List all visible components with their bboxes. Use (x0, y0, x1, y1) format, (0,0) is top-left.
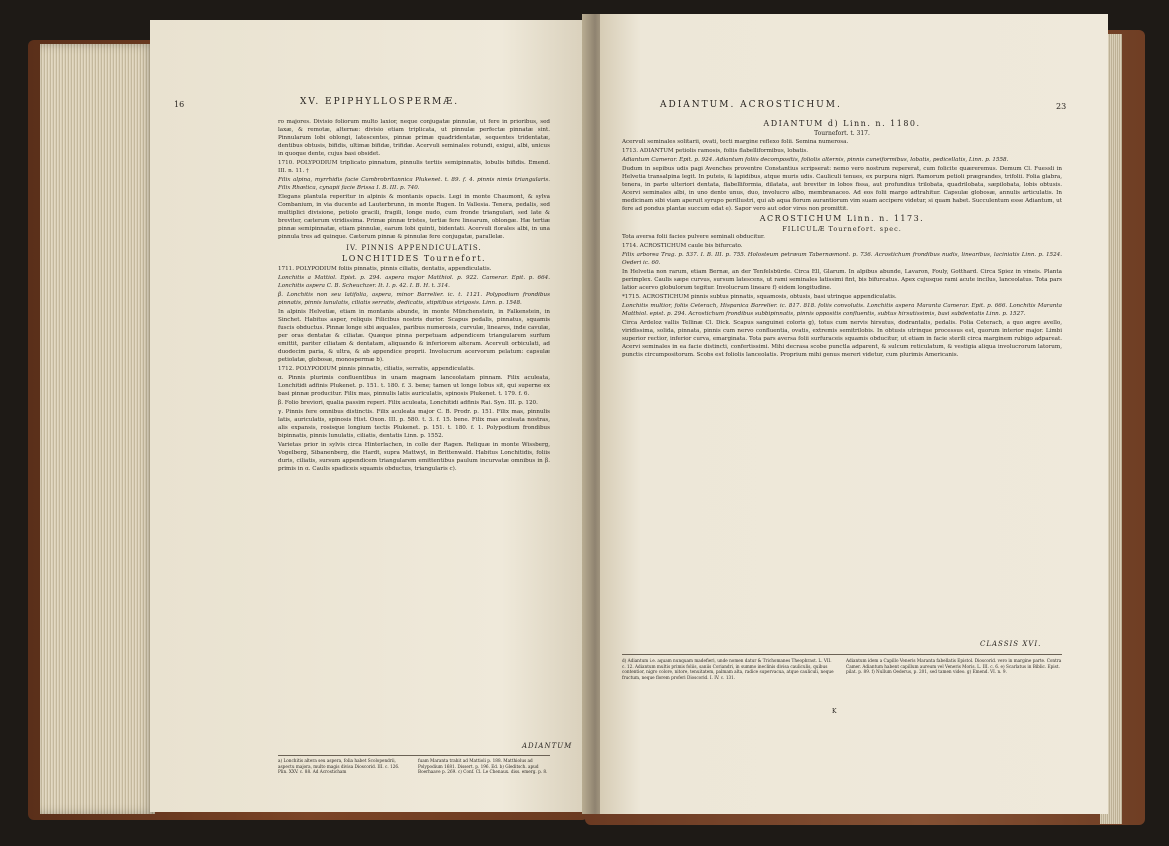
left-page (150, 20, 590, 812)
section-heading: IV. PINNIS APPENDICULATIS. (346, 244, 482, 252)
variety-gamma-1712: γ. Pinnis fere omnibus distinctis. Filix aculeata major C. B. Prodr. p. 151. Filix mas, pinnulis latis, auriculatis, spinosis Hist. Oxon. III. p. 580. t. 3. f. 15. bene. Filix mas aculeata nostras, alis expansis, rosisque longium tectis Plukenet. p. 151. t. 180. f. 1. Polypodium frondibus bipinnatis, pinnis lunulatis, ciliatis, dentatis Linn. p. 1552. (278, 409, 550, 439)
synonyms-1711: Lonchitis a Mattiol. Epist. p. 294. aspera major Matthiol. p. 922. Camerar. Epit. p. 664. Lonchitis aspera C. B. Scheuchzer. It. I. p. 42. I. B. H. t. 314. (278, 275, 550, 289)
entry-1711: 1711. POLYPODIUM foliis pinnatis, pinnis ciliatis, dentatis, appendiculatis. (278, 266, 492, 272)
description-1710: Elegans plantula reperitur in alpinis & montanis opacis. Legi in monte Chaumont, & sylva Combanium, in via ducente ad Lauterbrunn, in monte Rugen. In Vallesia. Tenera, pedalis, sed multiplici divisione, petiolo gracili, fragili, longe nudo, cum fronde triangulari, sed late & breviter, cæterum viridissima. Primæ pinnæ tristes, tertiæ fere linearum, oblongæ. Hæ tertiæ pinnæ semipinnatæ, etiam pinnulæ, earum lobi quinti, bidentati. Acervuli florales albi, in una pinnula tres ad quinque. Cæterum pinnæ & pinnulæ fere conjugatæ, parallelæ. (278, 194, 550, 240)
catchword: ADIANTUM (522, 742, 573, 750)
description-1712: Varietas prior in sylvis circa Hinterlachen, in colle der Ragen. Reliquæ in monte Wissberg, Vogelberg, Sibanenberg, die Hardt, supra Mattwyl, in Brittenwald. Habitus Lonchitidis, foliis duris, ciliatis, sursum appendicem triangularem emittentibus paulum incurvatæ omnibus in β. primis in α. Caulis spadiceis squamis obductus, triangularis c). (278, 442, 550, 472)
right-running-header: ADIANTUM. ACROSTICHUM. (660, 100, 842, 110)
footnote-rule (278, 755, 550, 756)
signature-mark: K (832, 708, 837, 715)
footnote-a: a) Lonchitis altera seu aspera, folia habet Scolopendrii, aspectu majora, multo magis divisa Dioscorid. III. c. 126. Plin. XXV. c. 88. Ad Acrosticham (278, 758, 400, 775)
footnote-b-c: fuam Maranta trahit ad Mattioli p. 188. Matthiolus ad Polypodium 1681. Dissert. p. 196. Ed. b) Gleditsch. apud Boerhaave p. 269. c) Conf. Cl. Le Chenaux. diss. emerg. p. 8. (418, 758, 548, 775)
entry-1710: 1710. POLYPODIUM triplicato pinnatum, pinnulis tertiis semipinnatis, lobulis bifidis. Emend. III. n. 11. † (278, 160, 550, 174)
description-1714: In Helvetia non rarum, etiam Bernæ, an der Tenfelsbürde. Circa Ell, Glarum. In alpibus abunde, Lavaron, Fouly, Gotthard. Circa Spiez in vineis. Planta perimplex. Caulis sæpe curvus, sursum latescens, ut rami seminales latissimi fint, bis bifurcatus. Apex cujusque rami acute incilus, lanceolatus. Tota pars latior acervo globulorum tegitur. Involucrum lineare f) eidem longitudine. (622, 269, 1062, 291)
variety-beta-1712: β. Folio breviori, qualia passim reperi. Filix aculeata, Lonchitidi adfinis Rai. Syn. III. p. 120. (278, 400, 538, 406)
description-1711: In alpinis Helvetiæ, etiam in montanis abunde, in monte Münchenstein, in Falkenstein, in Sinchet. Habitus asper, reliquis Filicibus nostris durior. Scapus pedalis, pinnatus, squamis fuscis obductus. Pinnæ longe sibi æquales, paribus numerosis, curvulæ, lineares, inde cavulæ, per oras dentatæ & ciliatæ. Quæque pinna perpetuam adpendicem triangularem surfum emittit, pariter ciliatam & dentatam, aliquando & inferiorem alteram. Acervuli orbiculati, ad duodecim paria, & ultra, & ab appendice proprii. Involucrum acervorum pelatum: capsulæ petiolatæ, globosæ, monospermæ b). (278, 309, 550, 363)
page-edges-left (40, 44, 155, 814)
genus-subheading: FILICULÆ Tournefort. spec. (782, 225, 902, 233)
synonyms-1713: Adiantum Camerar. Epit. p. 924. Adiantum foliis decompositis, foliolis alternis, pinnis cuneiformibus, lobatis, pedicellatis, Linn. p. 1558. (622, 157, 1009, 163)
right-page-number: 23 (1056, 102, 1067, 111)
footnote-d: d) Adiantum i.e. aquam nunquam madefieri, unde nomen datur & Trichomanes Theophrast. L. VII. c. 12. Adiantum multis primis foliis, saniis Coriandri, in summo ineclinis divisa cauliculis, quibus contentior, nigro colore, nitore, tenuitatem, palmam alta, radice supervacua, atque cauliculi, neque fructum, neque florem proferi Dioscorid. I. IV. c. 131. (622, 658, 834, 680)
catchword-right: CLASSIS XVI. (980, 640, 1042, 648)
variety-alpha-1712: α. Pinnis plurimis confluentibus in unam magnam lanceolatam pinnam. Filix aculeata, Lonchitidi adfinis Plukenet. p. 151. t. 180. f. 3. bene; tamen ut longe lobus sit, qui superne ex basi pinnæ producitur. Filix mas, pinnulis latis auriculatis, spinosis Plukenet. t. 179. f. 6. (278, 375, 550, 397)
synonyms-1714: Filix arborea Trag. p. 537. I. B. III. p. 755. Holosteum petræum Tabernæmont. p. 736. Acrostichum frondibus nudis, linearibus, laciniatis Linn. p. 1524. Oederi ic. 60. (622, 252, 1062, 266)
entry-1715: *1715. ACROSTICHUM pinnis subtus pinnatis, squamosis, obtusis, basi utrinque appendiculatis. (622, 294, 897, 300)
footnote-e-g: Adiantum idem a Capillo Veneris Maranta fabellatis Epistol. Dioscorid. vero in margine parte. Contra Camer. Adiantum habent capillum aureum vel Veneris Moris. L. III. c. 6. e) Scarlatus in Biblic. Epist. pilat. p. 89. f) Nullum Oederus, p. 201, sed tamen video. g) Emend. VI. n. 9. (846, 658, 1062, 675)
description-1715: Circa Ardeloz vallis Tellinæ Cl. Dick. Scapus sanguinei coloris g), totus cum nervis hirsutus, dodrantalis, pedalis. Folia Ceterach, a quo ægre avello, viridissima, solida, pinnata, pinnis cum nervo confluentia, ovatis, extremis semitrilobis. In obtusis utrinque processus est, quorum interior major. Limbi superior rectior, inferior curva, emarginata. Tota pars aversa folii surfuraceis squamis obducitur, ut etiam in facie sterili circa marginem rubigo adpareat. Acervi seminales in ea facie distincti, confertissimi. Mihi decrasa scobe punctla adparent, & sulcum reticulatum, & vestigia aliqua involucrorum latorum, punctis circumpositorum. Scobs est foliolis lanceolatis. Proprium mihi genus mereri videtur, cum plurimis Americanis. (622, 320, 1062, 358)
genus-heading: LONCHITIDES Tournefort. (341, 254, 487, 263)
paragraph: ro majores. Divisio foliorum multo laxior, neque conjugatæ pinnulæ, ut fere in prioribus, sed laxæ, & remotæ, alternæ: divisio etiam triplicata, ut pinnulæ perfectæ pinnatæ sint. Pinnularum lobi oblongi, latescentes, pinnæ primæ quadridentatæ, sequentes tridentatæ, dentibus obtusis, bifidis, ultimæ bifidæ, trifidæ. Acervuli seminales rotundi, exigui, albi, unicus in quoque dente, cujus basi obsidet. (278, 119, 550, 157)
left-page-number: 16 (174, 100, 185, 109)
left-running-header: XV. EPIPHYLLOSPERMÆ. (300, 97, 460, 107)
entry-1712: 1712. POLYPODIUM pinnis pinnatis, ciliatis, serratis, appendiculatis. (278, 366, 475, 372)
description-1713: Dudum in sepibus udis pagi Avenches proventre Constantius scripserat: nemo vero nostrum repererat, cum folicite quæreremus. Demum Cl. Fuessli in Helvetia transalpina legit. In puteis, & lapidibus, atque muris udis. Cauliculi tenues, ex purpura nigri. Ramorum petioli prægrandes, trifolii. Folia glabra, tenera, in parte ulteriori dentata, flabelliformia, dilatata, aut breviter in lobos fissa, aut profundius trilobata, quadrilobata, sæpilobata, lobis obtusis. Acervi seminales albi, in uno dente unus, duo, involucro albo, membranaceo. Ad eos folii margo adtrahitur. Capsulæ globosæ, annulis articulatis. In medicinam sibi viam aperuit syrupo perillustri, qui ab aqua florum aurantiorum vim suam accipere videtur, si quam habet. Succulentum esse Adiantum, ut fere ad pondus plantæ succum edat e). Sapor vero aut odor vires non promittit. (622, 166, 1062, 212)
genus-heading-acrostichum: ACROSTICHUM Linn. n. 1173. (759, 214, 925, 223)
entry-1714: 1714. ACROSTICHUM caule bis bifurcato. (622, 243, 743, 249)
genus-heading-adiantum: ADIANTUM d) Linn. n. 1180. (763, 119, 921, 128)
footnote-rule-right (622, 654, 1062, 655)
genus-intro: Acervuli seminales solitarii, ovati, tecti margine reflexo folii. Semina numerosa. (622, 139, 849, 145)
genus-intro-acrostichum: Tota aversa folii facies pulvere seminali obducitur. (622, 234, 765, 240)
synonyms-1715: Lonchitis multior, foliis Ceterach, Hispanica Barrelier. ic. 817. 818. foliis convolutis. Lonchitis aspera Maranta Camerar. Epit. p. 666. Lonchitis Maranta Matthiol. epist. p. 294. Acrostichum frondibus subbipinnatis, pinnis oppositis confluentis, subtus hirsutissimis, basi subdentatis Linn. p. 1527. (622, 303, 1062, 317)
variety-beta-1711: β. Lonchitis non seu latifolia, aspera, minor Barrelier. ic. t. 1121. Polypodium frondibus pinnatis, pinnis lunulatis, ciliatis serratis, dedicatis, stipitibus strigosis. Linn. p. 1548. (278, 292, 550, 306)
synonyms-1710: Filix alpina, myrrhidis facie Cambrobritannica Plukenet. t. 89. f. 4. pinnis nimis triangularis. Filix Rhætica, cynapii facie Brissa I. B. III. p. 740. (278, 177, 550, 191)
right-body (622, 118, 1062, 360)
right-page (600, 14, 1108, 814)
left-body (278, 118, 550, 474)
entry-1713: 1713. ADIANTUM petiolis ramosis, foliis flabelliformibus, lobatis. (622, 148, 809, 154)
genus-reference: Tournefort. t. 317. (814, 130, 870, 137)
